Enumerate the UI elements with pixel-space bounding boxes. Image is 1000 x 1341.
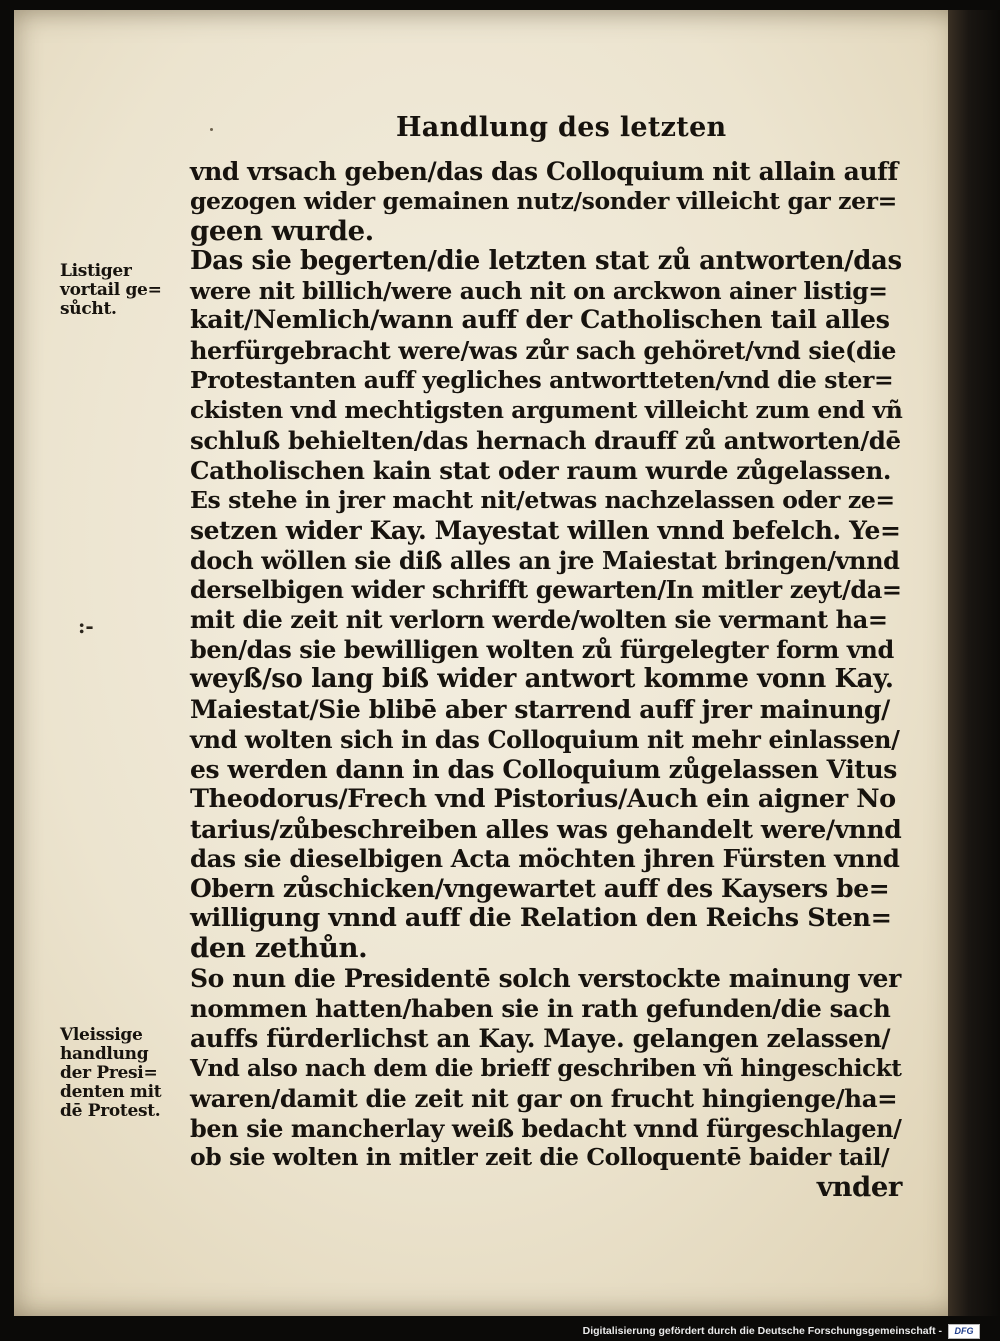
- stray-mark: :-: [78, 614, 94, 638]
- text-line: ob sie wolten in mitler zeit die Colloquentē baider tail/: [190, 1143, 890, 1172]
- text-line: Vnd also nach dem die brieff geschriben vñ hingeschickt: [190, 1054, 902, 1082]
- margin-note-line: dē Protest.: [60, 1101, 161, 1121]
- text-line: den zethůn.: [190, 932, 368, 965]
- text-line: mit die zeit nit verlorn werde/wolten sie vermant ha=: [190, 605, 888, 635]
- text-line: das sie dieselbigen Acta möchten jhren Fürsten vnnd: [190, 844, 900, 874]
- text-line: doch wöllen sie diß alles an jre Maiestat bringen/vnnd: [190, 545, 900, 575]
- margin-note-line: Vleissige: [60, 1025, 143, 1045]
- text-line: Das sie begerten/die letzten stat zů antworten/das: [190, 245, 902, 276]
- text-line: Es stehe in jrer macht nit/etwas nachzelassen oder ze=: [190, 485, 895, 514]
- margin-note-vleissige: [60, 1026, 161, 1121]
- text-line: waren/damit die zeit nit gar on frucht hingienge/ha=: [190, 1083, 898, 1113]
- text-line: Theodorus/Frech vnd Pistorius/Auch ein aigner No: [190, 783, 896, 814]
- text-line: Catholischen kain stat oder raum wurde zůgelassen.: [190, 455, 891, 485]
- text-line: nommen hatten/haben sie in rath gefunden/die sach: [190, 993, 891, 1023]
- text-line: ben/das sie bewilligen wolten zů fürgelegter form vnd: [190, 635, 894, 665]
- text-line: auffs fürderlichst an Kay. Maye. gelangen zelassen/: [190, 1023, 891, 1053]
- text-line: vnd wolten sich in das Colloquium nit mehr einlassen/: [190, 724, 900, 754]
- text-line: ckisten vnd mechtigsten argument villeicht zum end vñ: [190, 396, 903, 425]
- text-line: vnder: [816, 1171, 902, 1204]
- text-line: willigung vnnd auff die Relation den Reichs Sten=: [190, 903, 892, 934]
- running-head: Handlung des letzten: [396, 112, 727, 143]
- text-line: ben sie mancherlay weiß bedacht vnnd fürgeschlagen/: [190, 1113, 902, 1143]
- margin-note-line: sůcht.: [60, 299, 117, 319]
- margin-note-listiger: [60, 262, 162, 319]
- book-edge-shadow: [948, 10, 1000, 1316]
- dfg-logo: DFG: [948, 1324, 980, 1339]
- text-line: weyß/so lang biß wider antwort komme vonn Kay.: [190, 664, 894, 695]
- text-line: gezogen wider gemainen nutz/sonder villeicht gar zer=: [190, 186, 897, 215]
- footer-credit: Digitalisierung gefördert durch die Deutsche Forschungsgemeinschaft -: [582, 1325, 942, 1337]
- text-line: Obern zůschicken/vngewartet auff des Kaysers be=: [190, 874, 890, 904]
- text-line: geen wurde.: [190, 214, 374, 247]
- body-text: [190, 157, 902, 1203]
- text-line: Maiestat/Sie blibē aber starrend auff jrer mainung/: [190, 695, 890, 725]
- text-line: tarius/zůbeschreiben alles was gehandelt were/vnnd: [190, 814, 902, 844]
- margin-note-line: denten mit: [60, 1082, 162, 1102]
- ink-dot: [210, 128, 213, 131]
- text-line: schluß behielten/das hernach drauff zů antworten/dē: [190, 426, 901, 456]
- text-line: vnd vrsach geben/das das Colloquium nit allain auff: [190, 157, 898, 186]
- margin-note-line: vortail ge=: [60, 280, 162, 300]
- text-line: were nit billich/were auch nit on arckwon ainer listig=: [190, 276, 888, 305]
- text-line: setzen wider Kay. Mayestat willen vnnd befelch. Ye=: [190, 515, 901, 545]
- text-line: So nun die Presidentē solch verstockte mainung ver: [190, 964, 901, 994]
- text-line: herfürgebracht were/was zůr sach gehöret/vnd sie(die: [190, 336, 896, 366]
- text-line: derselbigen wider schrifft gewarten/In mitler zeyt/da=: [190, 575, 902, 605]
- text-line: Protestanten auff yegliches antwortteten/vnd die ster=: [190, 366, 894, 395]
- text-line: es werden dann in das Colloquium zůgelassen Vitus: [190, 754, 897, 784]
- margin-note-line: Listiger: [60, 261, 132, 281]
- margin-note-line: handlung: [60, 1044, 149, 1064]
- text-line: kait/Nemlich/wann auff der Catholischen tail alles: [190, 305, 890, 336]
- margin-note-line: der Presi=: [60, 1063, 158, 1083]
